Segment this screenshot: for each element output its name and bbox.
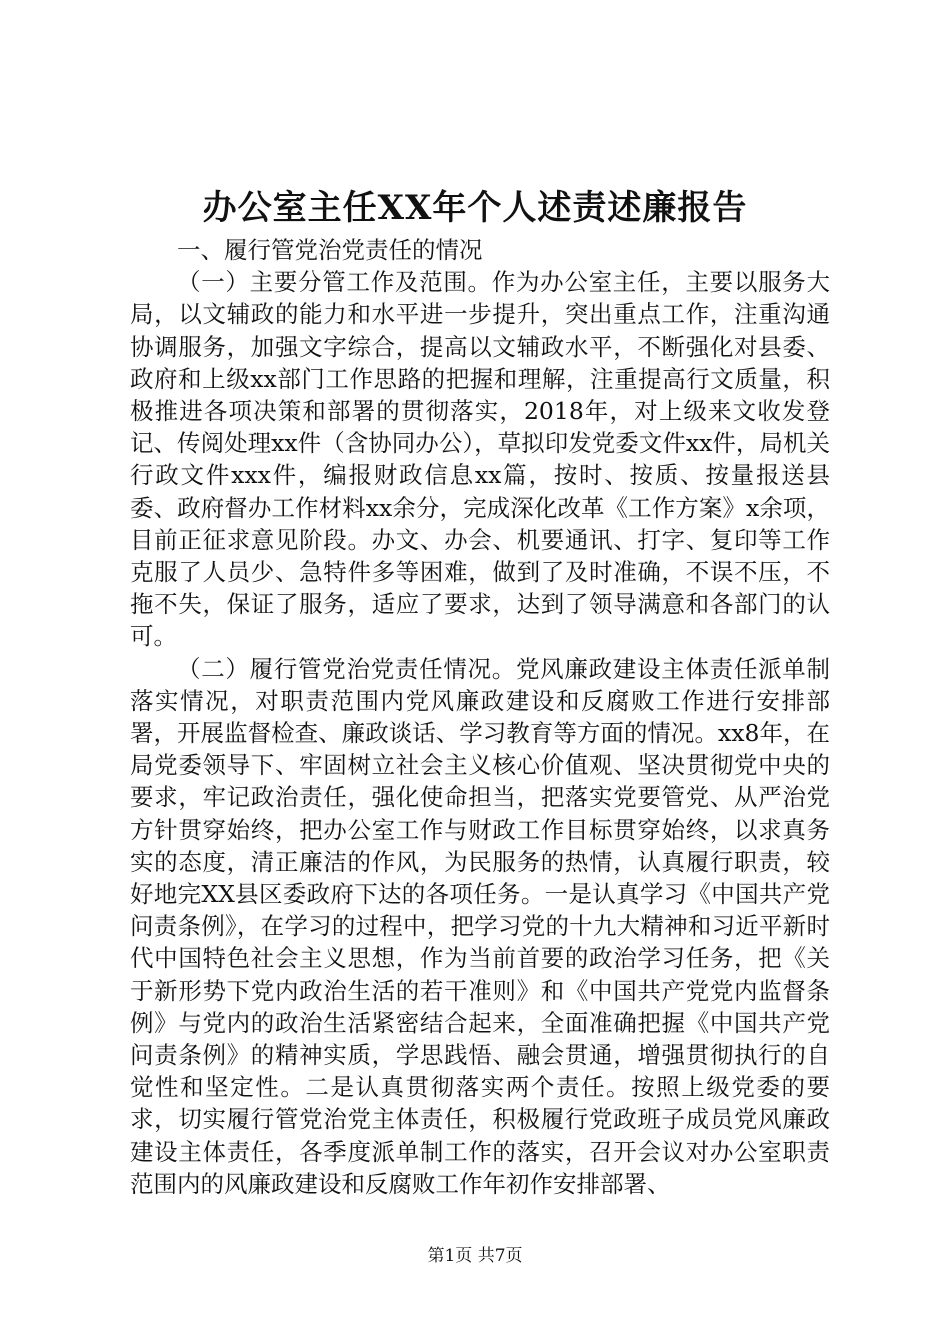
paragraph: （二）履行管党治党责任情况。党风廉政建设主体责任派单制落实情况，对职责范围内党风廉政建设和反腐败工作进行安排部署，开展监督检查、廉政谈话、学习教育等方面的情况。xx8年，在局党委领导下、牢固树立社会主义核心价值观、坚决贯彻党中央的要求，牢记政治责任，强化使命担当，把落实党要管党、从严治党方针贯穿始终，把办公室工作与财政工作目标贯穿始终，以求真务实的态度，清正廉洁的作风，为民服务的热情，认真履行职责，较好地完XX县区委政府下达的各项任务。一是认真学习《中国共产党问责条例》，在学习的过程中，把学习党的十九大精神和习近平新时代中国特色社会主义思想，作为当前首要的政治学习任务，把《关于新形势下党内政治生活的若干准则》和《中国共产党党内监督条例》与党内的政治生活紧密结合起来，全面准确把握《中国共产党问责条例》的精神实质，学思践悟、融会贯通，增强贯彻执行的自觉性和坚定性。二是认真贯彻落实两个责任。按照上级党委的要求，切实履行管党治党主体责任，积极履行党政班子成员党风廉政建设主体责任，各季度派单制工作的落实，召开会议对办公室职责范围内的风廉政建设和反腐败工作年初作安排部署、 [130,654,830,1198]
document-title: 办公室主任XX年个人述责述廉报告 [202,188,748,228]
section-heading: 一、履行管党治党责任的情况 [177,236,483,264]
document-body [130,234,830,1200]
paragraph: （一）主要分管工作及范围。作为办公室主任，主要以服务大局，以文辅政的能力和水平进一步提升，突出重点工作，注重沟通协调服务，加强文字综合，提高以文辅政水平，不断强化对县委、政府和上级xx部门工作思路的把握和理解，注重提高行文质量，积极推进各项决策和部署的贯彻落实，2018年，对上级来文收发登记、传阅处理xx件（含协同办公），草拟印发党委文件xx件，局机关行政文件xxx件，编报财政信息xx篇，按时、按质、按量报送县委、政府督办工作材料xx余分，完成深化改革《工作方案》x余项，目前正征求意见阶段。办文、办会、机要通讯、打字、复印等工作克服了人员少、急特件多等困难，做到了及时准确，不误不压，不拖不失，保证了服务，适应了要求，达到了领导满意和各部门的认可。 [130,268,830,651]
page-footer: 第1页 共7页 [427,1246,523,1266]
